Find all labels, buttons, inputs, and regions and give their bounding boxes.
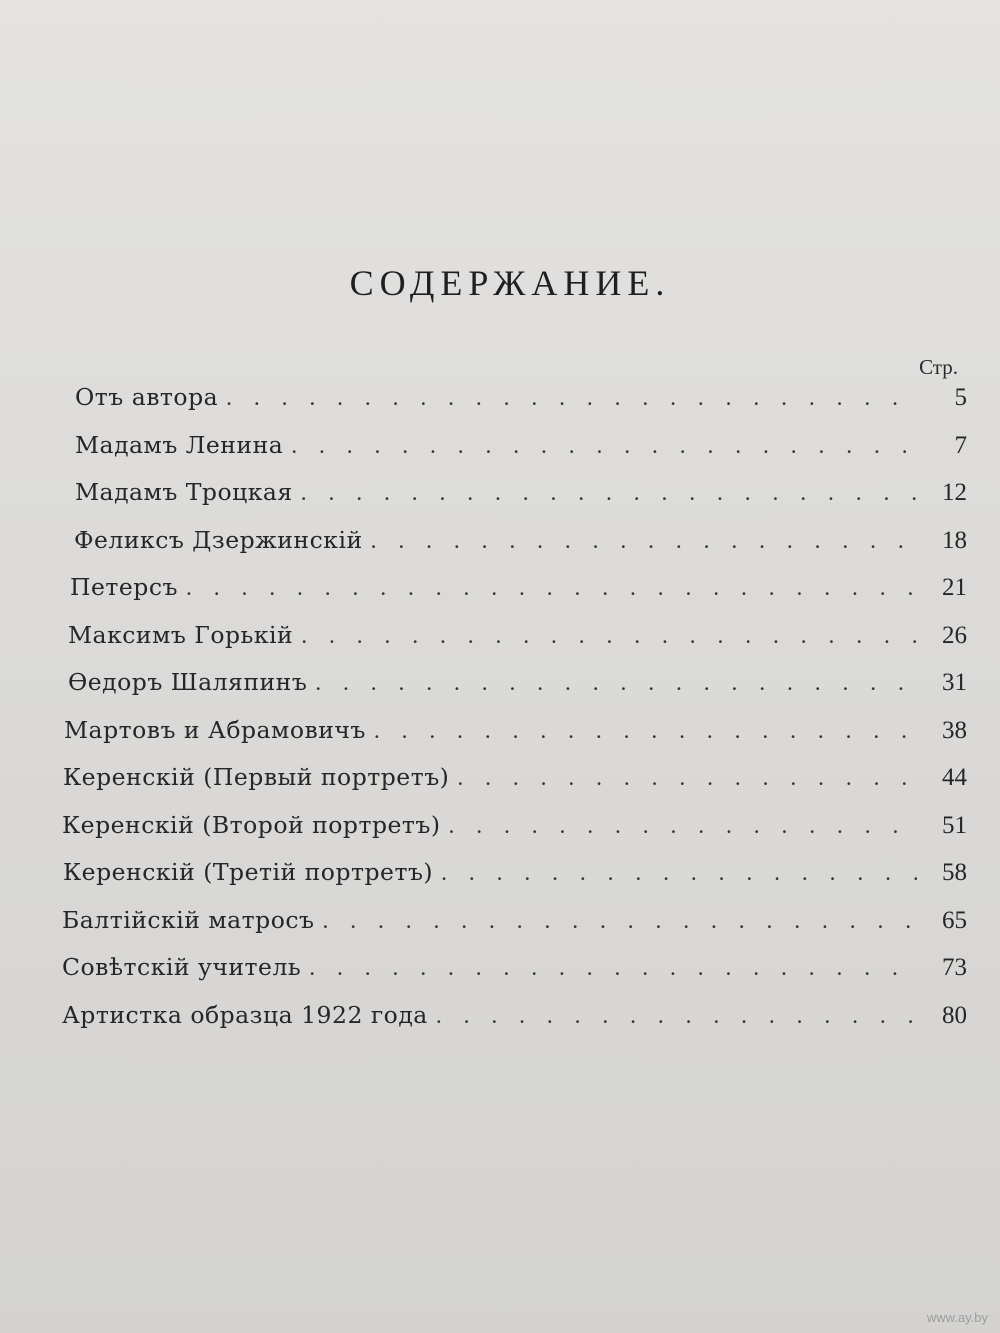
toc-entry (0, 573, 1000, 621)
toc-entry-title: Ѳедоръ Шаляпинъ (68, 668, 308, 696)
toc-dot-leader (301, 480, 917, 507)
toc-entry-title: Балтійскій матросъ (62, 905, 315, 934)
toc-dot-leader (309, 955, 917, 982)
toc-entry-page-number: 58 (942, 859, 967, 886)
toc-entry (0, 383, 1000, 431)
toc-dot-leader (291, 433, 917, 460)
toc-entry-page-number: 73 (942, 954, 967, 981)
toc-dot-leader (374, 718, 917, 745)
bleed-through-text-top (0, 30, 1000, 60)
toc-entry-title: Мадамъ Троцкая (75, 478, 293, 506)
toc-entry-page-number: 21 (942, 574, 967, 601)
toc-entry-title: Артистка образца 1922 года (62, 1000, 428, 1029)
bleed-through-text-middle (0, 110, 1000, 140)
toc-entry-title: Мартовъ и Абрамовичъ (64, 715, 366, 744)
toc-entry-title: Совѣтскій учитель (62, 953, 302, 981)
toc-dot-leader (436, 1003, 917, 1030)
toc-dot-leader (322, 908, 917, 935)
toc-dot-leader (226, 385, 917, 412)
toc-entry-title: Керенскій (Первый портретъ) (63, 763, 450, 791)
site-watermark: www.ay.by (926, 1310, 988, 1325)
toc-dot-leader (186, 575, 917, 602)
toc-entry-title: Феликсъ Дзержинскій (74, 525, 363, 554)
toc-entry-title: Петерсъ (70, 573, 178, 601)
toc-entry-page-number: 44 (942, 764, 967, 791)
toc-dot-leader (371, 528, 917, 555)
toc-entry (0, 953, 1000, 1001)
toc-entry-page-number: 38 (942, 716, 967, 744)
toc-entry-page-number: 31 (942, 669, 967, 696)
toc-entry (0, 716, 1000, 764)
toc-entry-page-number: 51 (942, 811, 967, 839)
toc-entry (0, 1001, 1000, 1049)
toc-dot-leader (301, 623, 917, 650)
toc-entry-title: Керенскій (Третій портретъ) (63, 858, 434, 886)
toc-entry (0, 668, 1000, 716)
toc-entry-page-number: 5 (954, 384, 967, 411)
toc-entry (0, 811, 1000, 859)
toc-entry-page-number: 7 (954, 431, 967, 459)
toc-entry (0, 431, 1000, 479)
toc-entry-title: Максимъ Горькій (68, 620, 294, 649)
contents-heading: СОДЕРЖАНИЕ. (349, 263, 671, 303)
toc-entry-page-number: 18 (942, 526, 967, 554)
toc-entry (0, 478, 1000, 526)
toc-entry-title: Керенскій (Второй портретъ) (62, 810, 441, 839)
toc-entry-page-number: 12 (942, 479, 967, 506)
table-of-contents (0, 383, 1000, 1048)
toc-entry-page-number: 26 (942, 621, 967, 649)
toc-entry (0, 858, 1000, 906)
toc-dot-leader (315, 670, 917, 697)
toc-entry (0, 526, 1000, 574)
toc-entry-page-number: 65 (942, 906, 967, 934)
page-column-header: Стр. (919, 355, 958, 379)
toc-dot-leader (449, 813, 917, 840)
toc-entry-title: Мадамъ Ленина (75, 430, 284, 459)
toc-entry (0, 621, 1000, 669)
toc-entry-title: Отъ автора (75, 383, 219, 411)
toc-entry-page-number: 80 (942, 1001, 967, 1029)
toc-dot-leader (457, 765, 917, 792)
toc-entry (0, 906, 1000, 954)
toc-entry (0, 763, 1000, 811)
toc-dot-leader (441, 860, 917, 887)
